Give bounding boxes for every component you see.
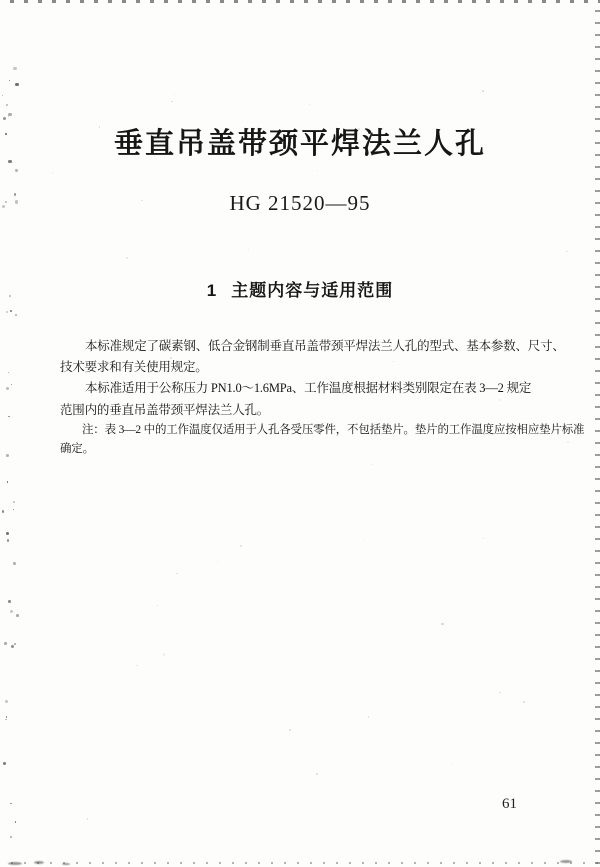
scan-speck	[136, 665, 137, 666]
scan-speck	[6, 532, 9, 535]
scan-speck	[15, 821, 17, 823]
scan-speck	[15, 169, 18, 172]
scan-speck	[441, 623, 443, 625]
scan-speck	[523, 701, 525, 703]
scan-speck	[8, 113, 11, 116]
scan-speck	[4, 642, 7, 645]
scan-speck	[174, 94, 175, 95]
scan-speck	[6, 311, 8, 313]
scan-speck	[15, 83, 18, 86]
scan-speck	[499, 692, 500, 693]
scan-speck	[6, 104, 8, 106]
scan-speck	[14, 643, 16, 645]
scan-speck	[11, 384, 12, 385]
standard-number: HG 21520—95	[229, 191, 371, 215]
binding-marks-top	[0, 0, 600, 3]
scan-speck	[87, 818, 89, 820]
scan-speck	[7, 539, 10, 542]
section-title: 主题内容与适用范围	[231, 281, 394, 300]
scan-speck	[316, 773, 318, 775]
page-number: 61	[502, 796, 517, 812]
scan-speck	[10, 803, 12, 805]
scan-speck	[52, 172, 54, 174]
scan-speck	[3, 117, 6, 120]
scan-speck	[217, 561, 219, 563]
scan-speck	[6, 387, 9, 390]
body-line: 范围内的垂直吊盖带颈平焊法兰人孔。	[60, 402, 270, 417]
scan-speck	[13, 509, 14, 510]
scan-smudge	[560, 860, 572, 863]
scan-speck	[248, 249, 249, 250]
scan-speck	[13, 501, 15, 503]
body-text	[60, 336, 585, 459]
binding-marks-bottom	[0, 862, 600, 864]
scan-speck	[7, 481, 9, 483]
scan-speck	[317, 170, 318, 171]
scan-smudge	[62, 863, 70, 865]
scan-smudge	[34, 861, 44, 864]
scan-speck	[176, 573, 178, 575]
scan-speck	[8, 116, 9, 117]
scan-speck	[483, 538, 484, 539]
scan-smudge	[8, 862, 22, 865]
scan-speck	[566, 251, 568, 253]
body-line: 确定。	[60, 442, 94, 455]
scan-speck	[13, 67, 16, 70]
section-heading	[0, 276, 600, 301]
scan-speck	[8, 416, 9, 417]
scan-speck	[368, 716, 370, 718]
scan-speck	[11, 645, 14, 648]
body-line: 注：表 3—2 中的工作温度仅适用于人孔各受压零件，不包括垫片。垫片的工作温度应按相应垫片标准	[82, 423, 585, 436]
body-line: 技术要求和有关使用规定。	[60, 360, 208, 375]
scan-speck	[5, 700, 8, 703]
scan-speck	[171, 101, 173, 103]
body-line: 本标准适用于公称压力 PN1.0～1.6MPa、工作温度根据材料类别限定在表 3—2 规定	[85, 381, 532, 396]
scan-speck	[567, 441, 569, 443]
scan-speck	[10, 610, 13, 613]
scan-speck	[309, 104, 310, 105]
scan-speck	[451, 764, 452, 765]
scan-speck	[289, 729, 291, 731]
scan-speck	[372, 464, 373, 465]
scan-speck	[10, 310, 11, 311]
scan-speck	[8, 372, 9, 373]
scan-speck	[5, 719, 6, 720]
document-title: 垂直吊盖带颈平焊法兰人孔	[113, 128, 486, 160]
scan-speck	[9, 80, 10, 81]
scan-speck	[15, 314, 17, 316]
scan-speck	[2, 510, 4, 512]
body-line: 本标准规定了碳素钢、低合金钢制垂直吊盖带颈平焊法兰人孔的型式、基本参数、尺寸、	[85, 339, 565, 353]
scan-speck	[6, 716, 7, 717]
scan-speck	[8, 600, 11, 603]
scan-speck	[157, 605, 158, 606]
scan-speck	[240, 545, 242, 547]
scan-speck	[364, 540, 365, 541]
scan-speck	[10, 836, 12, 838]
section-number: 1	[206, 281, 218, 300]
scan-speck	[2, 95, 3, 96]
scan-speck	[6, 454, 9, 457]
scan-speck	[126, 257, 128, 259]
scan-speck	[13, 562, 16, 565]
scan-speck	[482, 90, 484, 92]
scan-speck	[3, 762, 6, 765]
scan-speck	[163, 653, 165, 655]
scan-speck	[16, 614, 19, 617]
